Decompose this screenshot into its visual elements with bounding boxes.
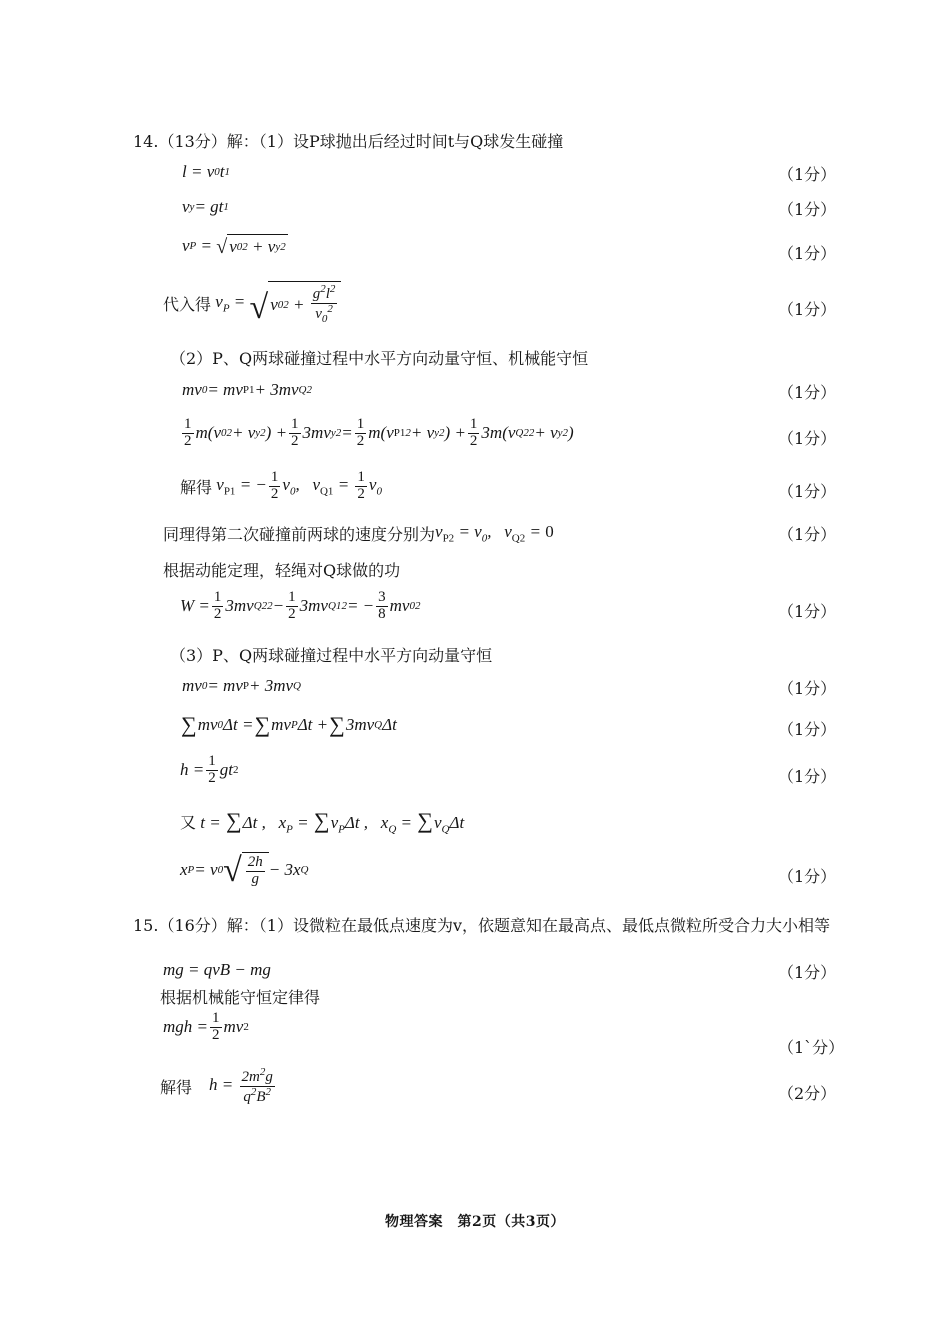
points-6: （1分）: [778, 429, 837, 448]
q14-part2: （2）P、Q两球碰撞过程中水平方向动量守恒、机械能守恒: [170, 349, 589, 368]
q15-solve-label: 解得: [160, 1077, 193, 1097]
solve-label: 解得: [180, 477, 213, 497]
again-label: 又: [180, 813, 197, 833]
eq-vp: v P = √ v 0 2 + v y 2: [182, 235, 286, 258]
eq-solve-1: 解得 $v_{P1}$ = − $\frac{1}{2}$ $v_0$, $v_{Q1}$ = $\frac{1}{2}$ $v_0$: [180, 469, 382, 502]
second-collision-text: 同理得第二次碰撞前两球的速度分别为: [163, 525, 436, 544]
substitute-label: 代入得: [163, 294, 212, 314]
work-text: 根据动能定理，轻绳对Q球做的功: [163, 561, 401, 580]
points-15: （1`分）: [778, 1038, 845, 1057]
q14-part3: （3）P、Q两球碰撞过程中水平方向动量守恒: [170, 646, 493, 665]
eq-xp: x P = v 0 √ $\frac{2h}{g}$ − 3x Q: [180, 851, 309, 889]
points-5: （1分）: [778, 383, 837, 402]
points-14: （1分）: [778, 963, 837, 982]
points-10: （1分）: [778, 679, 837, 698]
eq-sum-momentum: ∑ mv 0 Δt = ∑ mv P Δt + ∑ 3mv Q Δt: [181, 712, 397, 737]
page-footer: 物理答案 第2页（共3页）: [385, 1214, 565, 1230]
eq-energy-1: $\frac{1}{2}$ m(v 0 2 + v y 2 ) + $\frac{1}{2}$ 3mv y 2 = $\frac{1}{2}$ m(v P1 2 + v y 2 ) + $\frac{1}{2}$ 3m(v Q2 2 + v y 2 ): [184, 416, 574, 449]
second-collision: 同理得第二次碰撞前两球的速度分别为 $v_{P2} = v_0$, $v_{Q2} = 0$: [163, 522, 554, 545]
eq-work: W = $\frac{1}{2}$ 3mv Q2 2 − $\frac{1}{2}$ 3mv Q1 2 = − $\frac{3}{8}$ mv 0 2: [180, 589, 421, 622]
q15-heading: 15.（16分）解：（1）设微粒在最低点速度为v，依题意知在最高点、最低点微粒所受合力大小相等: [133, 916, 831, 935]
eq-vy: v y = gt 1: [182, 197, 229, 216]
points-1: （1分）: [778, 165, 837, 184]
points-4: （1分）: [778, 300, 837, 319]
points-13: （1分）: [778, 867, 837, 886]
eq-h-result: 解得 h = $\frac{2m^2g}{q^2B^2}$: [160, 1066, 273, 1105]
eq-force: mg = qvB − mg: [163, 960, 271, 979]
points-12: （1分）: [778, 767, 837, 786]
q14-heading: 14.（13分）解：（1）设P球抛出后经过时间t与Q球发生碰撞: [133, 132, 564, 151]
points-11: （1分）: [778, 720, 837, 739]
points-8: （1分）: [778, 525, 837, 544]
points-7: （1分）: [778, 482, 837, 501]
eq-mgh: mgh = $\frac{1}{2}$ mv 2: [163, 1010, 249, 1043]
energy-text: 根据机械能守恒定律得: [160, 988, 321, 1007]
eq-sums: 又 t = ∑Δt , $x_P = \sum v_P\Delta t$ , $x_Q = \sum v_Q\Delta t$: [180, 808, 465, 836]
eq-l: l = v 0 t 1: [182, 162, 230, 181]
points-16: （2分）: [778, 1084, 837, 1103]
points-3: （1分）: [778, 244, 837, 263]
points-2: （1分）: [778, 200, 837, 219]
points-9: （1分）: [778, 602, 837, 621]
eq-momentum-1: mv 0 = mv P1 + 3mv Q2: [182, 380, 312, 399]
eq-vp-substituted: 代入得 $v_P$ = √ v 0 2 + $\frac{g^2l^2}{v_0^2}$: [163, 281, 341, 325]
eq-momentum-2: mv 0 = mv P + 3mv Q: [182, 676, 301, 695]
eq-height: h = $\frac{1}{2}$ gt 2: [180, 753, 239, 786]
